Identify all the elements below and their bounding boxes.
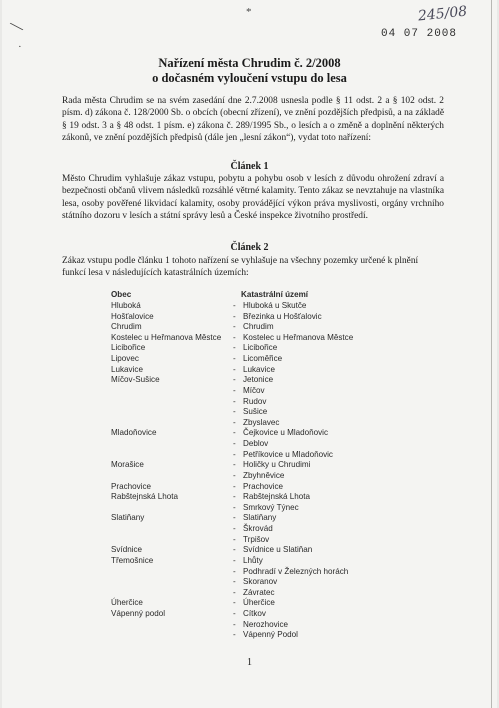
katastr-cell: Jetonice (243, 375, 274, 385)
document-page (2, 0, 497, 708)
row-dash: - (233, 311, 236, 321)
katastr-cell: Trpišov (243, 534, 270, 544)
row-dash: - (233, 534, 236, 544)
row-dash: - (233, 524, 236, 534)
table-row (111, 482, 411, 493)
row-dash: - (233, 481, 236, 491)
table-row (111, 492, 411, 503)
row-dash: - (233, 428, 236, 438)
obec-cell: Morašice (111, 460, 144, 470)
katastr-cell: Hluboká u Skutče (243, 301, 307, 310)
handwritten-reference-number: 245/08 (417, 3, 468, 25)
row-dash: - (233, 587, 236, 597)
table-row (111, 407, 411, 418)
obec-cell: Licibořice (111, 343, 146, 353)
table-row (111, 567, 411, 578)
table-row (111, 365, 411, 376)
table-row (111, 343, 411, 354)
obec-cell: Hluboká (111, 301, 141, 310)
table-row (111, 471, 411, 482)
table-row (111, 375, 411, 386)
katastr-cell: Rabštejnská Lhota (243, 492, 311, 502)
obec-cell: Kostelec u Heřmanova Městce (111, 332, 222, 342)
row-dash: - (233, 332, 236, 342)
scan-dot-mark: · (18, 41, 22, 53)
row-dash: - (233, 439, 236, 449)
row-dash: - (233, 577, 236, 587)
row-dash: - (233, 619, 236, 629)
row-dash: - (233, 608, 236, 618)
row-dash: - (233, 598, 236, 608)
intro-paragraph: Rada města Chrudim se na svém zasedání dne 2.7.2008 usnesla podle § 11 odst. 2 a § 102 odst. 2 písm. d) zákona č. 128/2000 Sb. o obcích (obecní zřízení), ve znění pozdějších předpisů, a na základě § 19 odst. 3 a § 48 odst. 1 písm. e) zákona č. 289/1995 Sb., o lesích a o změně a doplnění některých zákonů, ve znění pozdějších předpisů (dále jen „lesní zákon“), vydat toto nařízení: (62, 96, 444, 144)
table-row (111, 397, 411, 408)
obec-cell: Lipovec (111, 354, 139, 364)
document-subtitle: o dočasném vyloučení vstupu do lesa (152, 71, 347, 85)
row-dash: - (233, 460, 236, 470)
katastr-cell: Podhradí v Železných horách (243, 566, 349, 576)
row-dash: - (233, 449, 236, 459)
table-row (111, 556, 411, 567)
obec-cell: Třemošnice (111, 555, 154, 565)
table-row (111, 354, 411, 365)
obec-cell: Rabštejnská Lhota (111, 492, 179, 502)
obec-cell: Lukavice (111, 364, 143, 374)
column-header-katastr: Katastrální území (241, 290, 309, 299)
page-number: 1 (247, 657, 252, 668)
katastr-cell: Březinka u Hošťalovic (243, 311, 322, 321)
obec-cell: Slatiňany (111, 513, 145, 523)
katastr-cell: Úherčice (243, 598, 275, 608)
table-row (111, 322, 411, 333)
table-row (111, 428, 411, 439)
table-row (111, 450, 411, 461)
katastr-cell: Škrovád (243, 524, 273, 534)
article-2-heading: Článek 2 (230, 242, 269, 253)
katastr-cell: Cítkov (243, 608, 266, 618)
article-1-text: Město Chrudim vyhlašuje zákaz vstupu, pobytu a pohybu osob v lesích z důvodu ohrožení zdraví a bezpečnosti občanů vlivem následků rozsáhlé větrné kalamity. Tento zákaz se nevztahuje na vlastníka lesa, osoby pověřené likvidací kalamity, osoby provádějící výkon práva myslivosti, orgány vrchního státního dozoru v lesích a státní správy lesů a České inspekce životního prostředí. (62, 174, 444, 222)
katastr-cell: Prachovice (243, 481, 284, 491)
row-dash: - (233, 343, 236, 353)
row-dash: - (233, 470, 236, 480)
table-row (111, 577, 411, 588)
received-date-stamp: 04 07 2008 (380, 28, 457, 40)
row-dash: - (233, 513, 236, 523)
katastr-cell: Kostelec u Heřmanova Městce (243, 332, 354, 342)
table-row (111, 588, 411, 599)
obec-cell: Svídnice (111, 545, 143, 555)
katastr-cell: Deblov (243, 439, 269, 449)
row-dash: - (233, 364, 236, 374)
obec-cell: Mladoňovice (111, 428, 157, 438)
article-1-heading: Článek 1 (230, 161, 269, 172)
katastr-cell: Chrudim (243, 322, 274, 332)
table-row (111, 598, 411, 609)
obec-cell: Hošťalovice (111, 311, 154, 321)
row-dash: - (233, 502, 236, 512)
table-row (111, 503, 411, 514)
katastr-cell: Lhůty (243, 555, 263, 565)
table-row (111, 386, 411, 397)
row-dash: - (233, 555, 236, 565)
katastr-cell: Licibořice (243, 343, 278, 353)
katastr-cell: Skoranov (243, 577, 278, 587)
katastr-cell: Vápenný Podol (243, 630, 298, 640)
katastr-cell: Slatiňany (243, 513, 277, 523)
row-dash: - (233, 492, 236, 502)
table-row (111, 439, 411, 450)
table-row (111, 620, 411, 631)
scan-edge (491, 0, 492, 708)
table-row (111, 524, 411, 535)
row-dash: - (233, 566, 236, 576)
row-dash: - (233, 417, 236, 427)
katastr-cell: Nerozhovice (243, 619, 288, 629)
table-row (111, 301, 411, 312)
katastr-cell: Míčov (243, 385, 265, 395)
table-row (111, 418, 411, 429)
obec-cell: Vápenný podol (111, 608, 166, 618)
scan-tick-mark: ╲ (10, 20, 24, 34)
katastr-cell: Čejkovice u Mladoňovic (243, 428, 329, 438)
table-row (111, 535, 411, 546)
katastr-cell: Sušice (243, 407, 268, 417)
row-dash: - (233, 385, 236, 395)
column-header-obec: Obec (111, 290, 132, 299)
table-row (111, 630, 411, 641)
katastr-cell: Rudov (243, 396, 267, 406)
katastr-cell: Zbyhněvice (243, 470, 285, 480)
obec-cell: Prachovice (111, 481, 152, 491)
table-row (111, 460, 411, 471)
table-row (111, 312, 411, 323)
row-dash: - (233, 375, 236, 385)
table-row (111, 333, 411, 344)
row-dash: - (233, 396, 236, 406)
obec-cell: Míčov-Sušice (111, 375, 160, 385)
row-dash: - (233, 354, 236, 364)
scan-asterisk-mark: * (246, 6, 252, 18)
row-dash: - (233, 545, 236, 555)
row-dash: - (233, 301, 236, 310)
obec-cell: Chrudim (111, 322, 142, 332)
katastr-cell: Petříkovice u Mladoňovic (243, 449, 333, 459)
katastr-cell: Závratec (243, 587, 275, 597)
row-dash: - (233, 322, 236, 332)
katastr-cell: Svídnice u Slatiňan (243, 545, 313, 555)
katastr-cell: Holičky u Chrudimi (243, 460, 311, 470)
row-dash: - (233, 407, 236, 417)
obec-cell: Úherčice (111, 598, 143, 608)
katastr-cell: Lukavice (243, 364, 275, 374)
document-title: Nařízení města Chrudim č. 2/2008 (158, 56, 341, 70)
katastr-cell: Zbyslavec (243, 417, 280, 427)
row-dash: - (233, 630, 236, 640)
table-row (111, 545, 411, 556)
katastr-cell: Smrkový Týnec (243, 502, 299, 512)
katastr-cell: Licoměřice (243, 354, 283, 364)
table-row (111, 609, 411, 620)
article-2-text: Zákaz vstupu podle článku 1 tohoto nařízení se vyhlašuje na všechny pozemky určené k plnění funkcí lesa v následujících katastrálních územích: (62, 256, 419, 279)
table-row (111, 513, 411, 524)
